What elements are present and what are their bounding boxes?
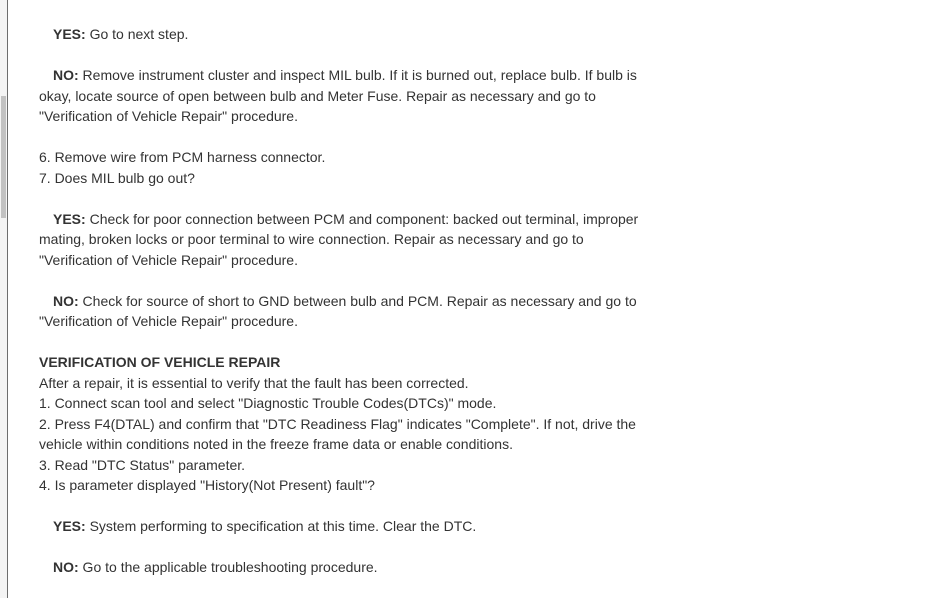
- yes-text: Check for poor connection between PCM and component: backed out terminal, improper mating, broken locks or poor terminal to wire connection. Repair as necessary and go to "Verification of Vehicle Repair" procedure.: [39, 210, 639, 268]
- verification-step-3: 3. Read "DTC Status" parameter.: [39, 456, 246, 473]
- no-text: Remove instrument cluster and inspect MIL bulb. If it is burned out, replace bulb. If bulb is okay, locate source of open between bulb and Meter Fuse. Repair as necessary and go to "Verification of Vehicle Repair" procedure.: [39, 67, 637, 124]
- verification-step-1: 1. Connect scan tool and select "Diagnostic Trouble Codes(DTCs)" mode.: [39, 395, 497, 411]
- yes-label: YES:: [53, 26, 86, 42]
- scrollbar-thumb[interactable]: [1, 96, 6, 218]
- verification-intro: After a repair, it is essential to verify that the fault has been corrected.: [39, 374, 469, 391]
- yes-label: YES:: [53, 210, 86, 227]
- no-paragraph-3: [39, 557, 651, 578]
- no-paragraph-1: [39, 65, 651, 127]
- no-label: NO:: [53, 559, 79, 575]
- vertical-scrollbar[interactable]: [0, 0, 8, 598]
- no-paragraph-2: [39, 291, 651, 332]
- no-text: Go to the applicable troubleshooting procedure.: [78, 559, 378, 575]
- yes-text: Go to next step.: [85, 26, 189, 42]
- no-label: NO:: [53, 67, 79, 83]
- yes-paragraph-3: [39, 516, 651, 537]
- step-7: 7. Does MIL bulb go out?: [39, 169, 195, 186]
- step-6: 6. Remove wire from PCM harness connector.: [39, 149, 326, 165]
- yes-paragraph-1: [39, 24, 651, 45]
- verification-step-4: 4. Is parameter displayed "History(Not Present) fault"?: [39, 477, 375, 493]
- document-body: [39, 24, 651, 578]
- yes-label: YES:: [53, 518, 86, 534]
- no-label: NO:: [53, 292, 79, 309]
- verification-step-2: 2. Press F4(DTAL) and confirm that "DTC Readiness Flag" indicates "Complete". If not, drive the vehicle within conditions noted in the freeze frame data or enable conditions.: [39, 415, 636, 452]
- yes-paragraph-2: [39, 209, 651, 271]
- verification-heading: VERIFICATION OF VEHICLE REPAIR: [39, 354, 281, 370]
- yes-text: System performing to specification at this time. Clear the DTC.: [85, 518, 477, 534]
- no-text: Check for source of short to GND between bulb and PCM. Repair as necessary and go to "Verification of Vehicle Repair" procedure.: [39, 292, 637, 329]
